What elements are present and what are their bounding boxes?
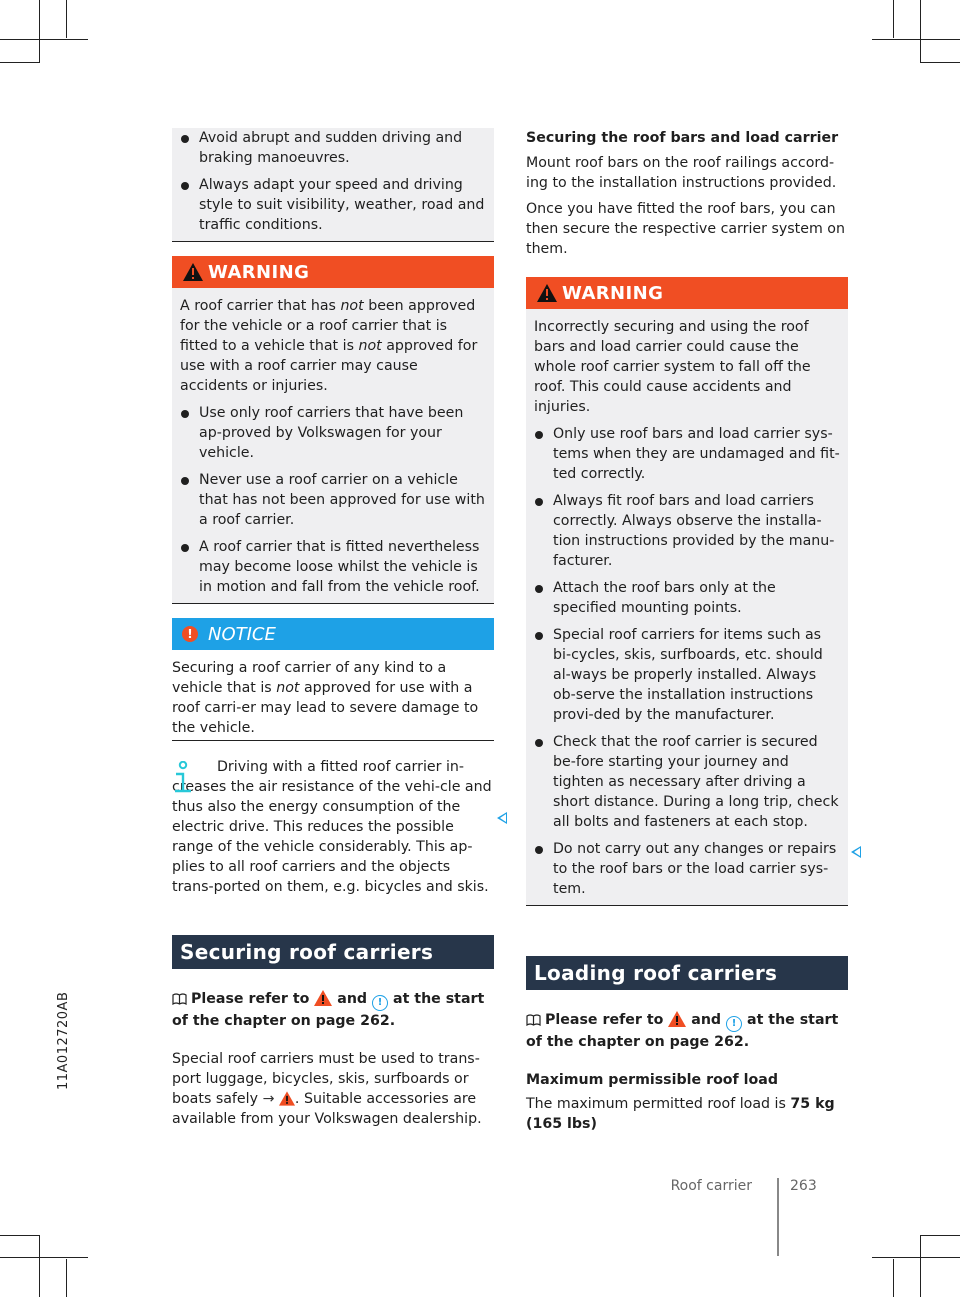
info-text: Driving with a fitted roof carrier in-creases the air resistance of the vehi-cle and thus also the energy consumption of the electric drive. This reduces the possible range of the vehicle considerably. This ap-plies to all roof carriers and the objects trans-ported on them, e.g. bicycles and skis. — [172, 759, 492, 895]
warning-triangle-icon — [182, 262, 204, 282]
intro-bullet: Avoid abrupt and sudden driving and braking manoeuvres. — [172, 128, 494, 168]
notice-circle-icon: ! — [726, 1016, 742, 1032]
warning-triangle-icon — [279, 1091, 295, 1106]
book-icon — [526, 1014, 541, 1026]
crop-mark — [920, 62, 960, 63]
warning-bullet: Use only roof carriers that have been ap-proved by Volkswagen for your vehicle. — [172, 403, 486, 463]
warning-body — [526, 309, 848, 905]
section-end-marker — [851, 846, 861, 858]
notice-title: NOTICE — [208, 623, 276, 645]
notice-text: Securing a roof carrier of any kind to a vehicle that is not approved for use with a roof carri-er may lead to severe damage to the vehicle. — [172, 660, 479, 736]
crop-mark — [920, 1235, 960, 1236]
warning-paragraph: Incorrectly securing and using the roof bars and load carrier could cause the whole roof carrier system to fall off the roof. This could cause accidents and injuries. — [534, 319, 811, 415]
crop-mark — [0, 39, 88, 40]
crop-mark — [0, 62, 40, 63]
crop-mark — [66, 1259, 67, 1297]
footer-section-title: Roof carrier — [670, 1178, 752, 1194]
crop-mark — [893, 1259, 894, 1297]
warning-bullet: Always fit roof bars and load carriers correctly. Always observe the installa-tion instructions provided by the manu-facturer. — [526, 491, 840, 571]
info-block — [172, 757, 494, 897]
crop-mark — [66, 0, 67, 38]
crop-mark — [920, 0, 921, 62]
crop-mark — [920, 1235, 921, 1297]
crop-mark — [39, 0, 40, 62]
warning-body — [172, 288, 494, 603]
warning-bullet: Attach the roof bars only at the specified mounting points. — [526, 578, 840, 618]
paragraph: Mount roof bars on the roof railings accord-ing to the installation instructions provided. — [526, 155, 837, 191]
warning-bullet: Check that the roof carrier is secured be-fore starting your journey and tighten as necessary after driving a short distance. During a long trip, check all bolts and fasteners at each stop. — [526, 732, 840, 832]
notice-header — [172, 618, 494, 650]
section-heading: Securing roof carriers — [172, 935, 494, 969]
notice-exclamation-icon: ! — [182, 626, 198, 642]
sub-heading: Maximum permissible roof load — [526, 1072, 779, 1088]
section-end-marker — [497, 812, 507, 824]
warning-triangle-icon — [668, 1011, 686, 1027]
right-column — [526, 128, 848, 1134]
page-number: 263 — [790, 1178, 817, 1194]
info-icon — [172, 761, 194, 797]
warning-bullet: Only use roof bars and load carrier sys-tems when they are undamaged and fit-ted correctly. — [526, 424, 840, 484]
crop-mark — [872, 39, 960, 40]
crop-mark — [0, 1257, 88, 1258]
warning-bullet: Special roof carriers for items such as bi-cycles, skis, surfboards, etc. should al-ways be properly installed. Always ob-serve the installation instructions provi-ded by the manufacturer. — [526, 625, 840, 725]
section-heading: Loading roof carriers — [526, 956, 848, 990]
warning-title: WARNING — [562, 282, 664, 304]
footer-divider — [777, 1178, 779, 1256]
warning-header — [526, 277, 848, 309]
left-column — [172, 128, 494, 1129]
divider — [172, 740, 494, 741]
sub-heading: Securing the roof bars and load carrier — [526, 130, 839, 146]
warning-bullet: Do not carry out any changes or repairs to the roof bars or the load carrier sys-tem. — [526, 839, 840, 899]
book-icon — [172, 993, 187, 1005]
warning-title: WARNING — [208, 261, 310, 283]
warning-header — [172, 256, 494, 288]
section-body: Special roof carriers must be used to trans-port luggage, bicycles, skis, surfboards or boats safely → . Suitable accessories are available from your Volkswagen dealership. — [172, 1051, 482, 1127]
roof-load-text: The maximum permitted roof load is 75 kg (165 lbs) — [526, 1096, 835, 1132]
warning-bullet: Never use a roof carrier on a vehicle that has not been approved for use with a roof carrier. — [172, 470, 486, 530]
chapter-reference: Please refer to and ! at the start of the chapter on page 262. — [526, 1012, 839, 1050]
crop-mark — [872, 1257, 960, 1258]
warning-bullet: A roof carrier that is fitted nevertheless may become loose whilst the vehicle is in motion and fall from the vehicle roof. — [172, 537, 486, 597]
crop-mark — [0, 1235, 40, 1236]
crop-mark — [893, 0, 894, 38]
warning-triangle-icon — [314, 990, 332, 1006]
intro-bullet-panel — [172, 128, 494, 241]
notice-circle-icon: ! — [372, 995, 388, 1011]
crop-mark — [39, 1235, 40, 1297]
document-code: 11A012720AB — [56, 991, 71, 1090]
intro-bullet: Always adapt your speed and driving style to suit visibility, weather, road and traffic conditions. — [172, 175, 494, 235]
chapter-reference: Please refer to and ! at the start of the chapter on page 262. — [172, 991, 485, 1029]
warning-paragraph: A roof carrier that has not been approved for the vehicle or a roof carrier that is fitted to a vehicle that is not approved for use with a roof carrier may cause accidents or injuries. — [180, 298, 478, 394]
warning-triangle-icon — [536, 283, 558, 303]
paragraph: Once you have fitted the roof bars, you can then secure the respective carrier system on them. — [526, 201, 845, 257]
